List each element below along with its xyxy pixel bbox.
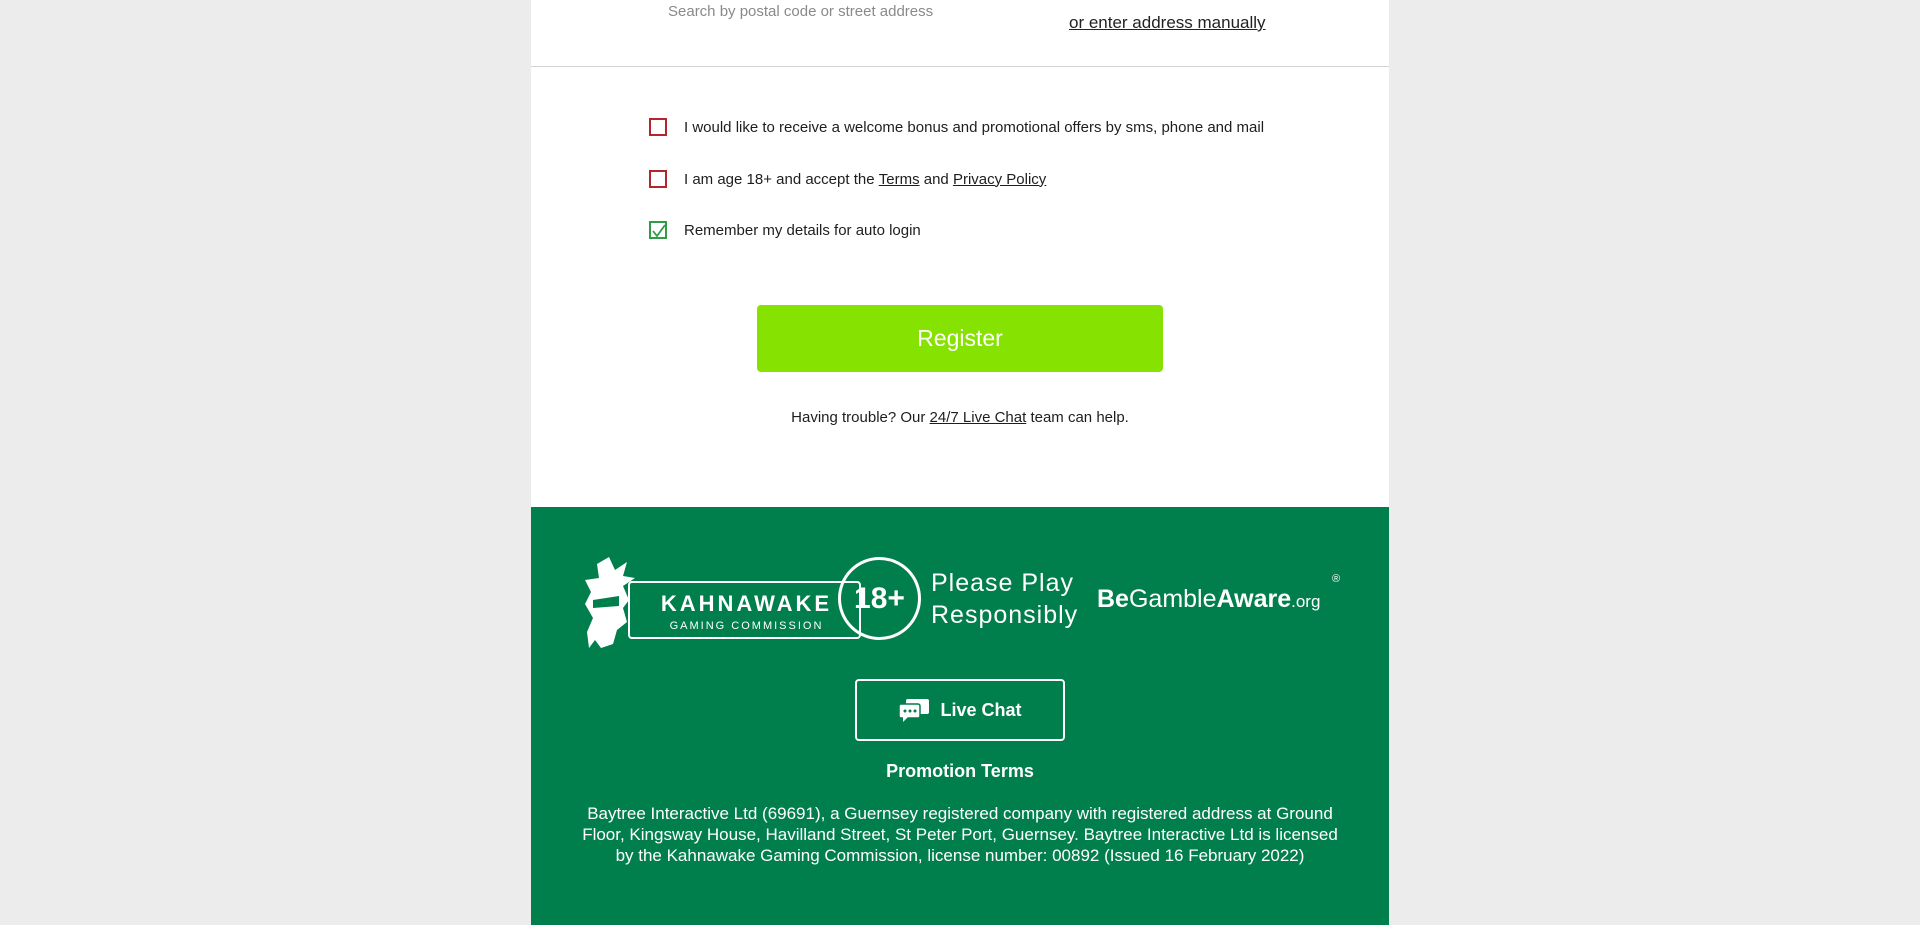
- live-chat-label: Live Chat: [940, 699, 1022, 720]
- age-terms-middle: and: [919, 170, 953, 188]
- chat-bubbles-icon: [898, 698, 930, 722]
- help-prefix: Having trouble? Our: [791, 409, 930, 426]
- play-responsibly-text: [931, 567, 1078, 631]
- kahnawake-wordmark: [628, 581, 861, 639]
- live-chat-link[interactable]: 24/7 Live Chat: [929, 409, 1027, 426]
- age-terms-prefix: I am age 18+ and accept the: [684, 170, 879, 188]
- play-line-2: Responsibly: [931, 601, 1079, 629]
- bga-gamble: Gamble: [1128, 585, 1217, 613]
- registration-page: [531, 0, 1389, 925]
- marketing-consent-checkbox[interactable]: [649, 118, 667, 136]
- kahnawake-title: KAHNAWAKE: [660, 591, 833, 616]
- address-section: [531, 0, 1389, 67]
- privacy-policy-link[interactable]: Privacy Policy: [952, 170, 1047, 188]
- remember-details-row[interactable]: [649, 219, 921, 241]
- live-chat-button[interactable]: [855, 679, 1065, 741]
- kahnawake-subtitle: GAMING COMMISSION: [669, 620, 824, 632]
- bga-registered-mark: ®: [1332, 573, 1341, 585]
- bga-be: Be: [1097, 585, 1129, 613]
- enter-address-manually-link[interactable]: or enter address manually: [1069, 13, 1266, 32]
- footer: [531, 507, 1389, 925]
- remember-details-checkbox[interactable]: [649, 221, 667, 239]
- help-text: [531, 409, 1389, 426]
- age-terms-checkbox[interactable]: [649, 170, 667, 188]
- marketing-consent-label: I would like to receive a welcome bonus and promotional offers by sms, phone and mail: [684, 118, 1265, 136]
- bga-org: .org: [1291, 592, 1321, 611]
- address-search-input[interactable]: Search by postal code or street address: [668, 3, 934, 20]
- bga-aware: Aware: [1216, 585, 1292, 613]
- begambleaware-logo[interactable]: [1097, 573, 1341, 614]
- remember-details-label: Remember my details for auto login: [684, 221, 921, 239]
- play-line-1: Please Play: [931, 569, 1075, 597]
- help-suffix: team can help.: [1026, 409, 1129, 426]
- marketing-consent-row[interactable]: [649, 116, 1264, 138]
- terms-link[interactable]: Terms: [878, 170, 920, 188]
- legal-text: Baytree Interactive Ltd (69691), a Guernsey registered company with registered address at Ground Floor, Kingsway House, Havilland Street, St Peter Port, Guernsey. Baytree Interactive Ltd is licensed by the Kahnawake Gaming Commission, license number: 00892 (Issued 16 February 2022): [582, 804, 1338, 865]
- promotion-terms-link[interactable]: Promotion Terms: [886, 761, 1034, 781]
- age-18-badge: 18+: [838, 557, 921, 640]
- age-terms-row[interactable]: [649, 168, 1046, 190]
- kahnawake-logo[interactable]: [579, 552, 833, 657]
- checkmark-icon: [652, 224, 666, 238]
- register-button[interactable]: Register: [757, 305, 1163, 372]
